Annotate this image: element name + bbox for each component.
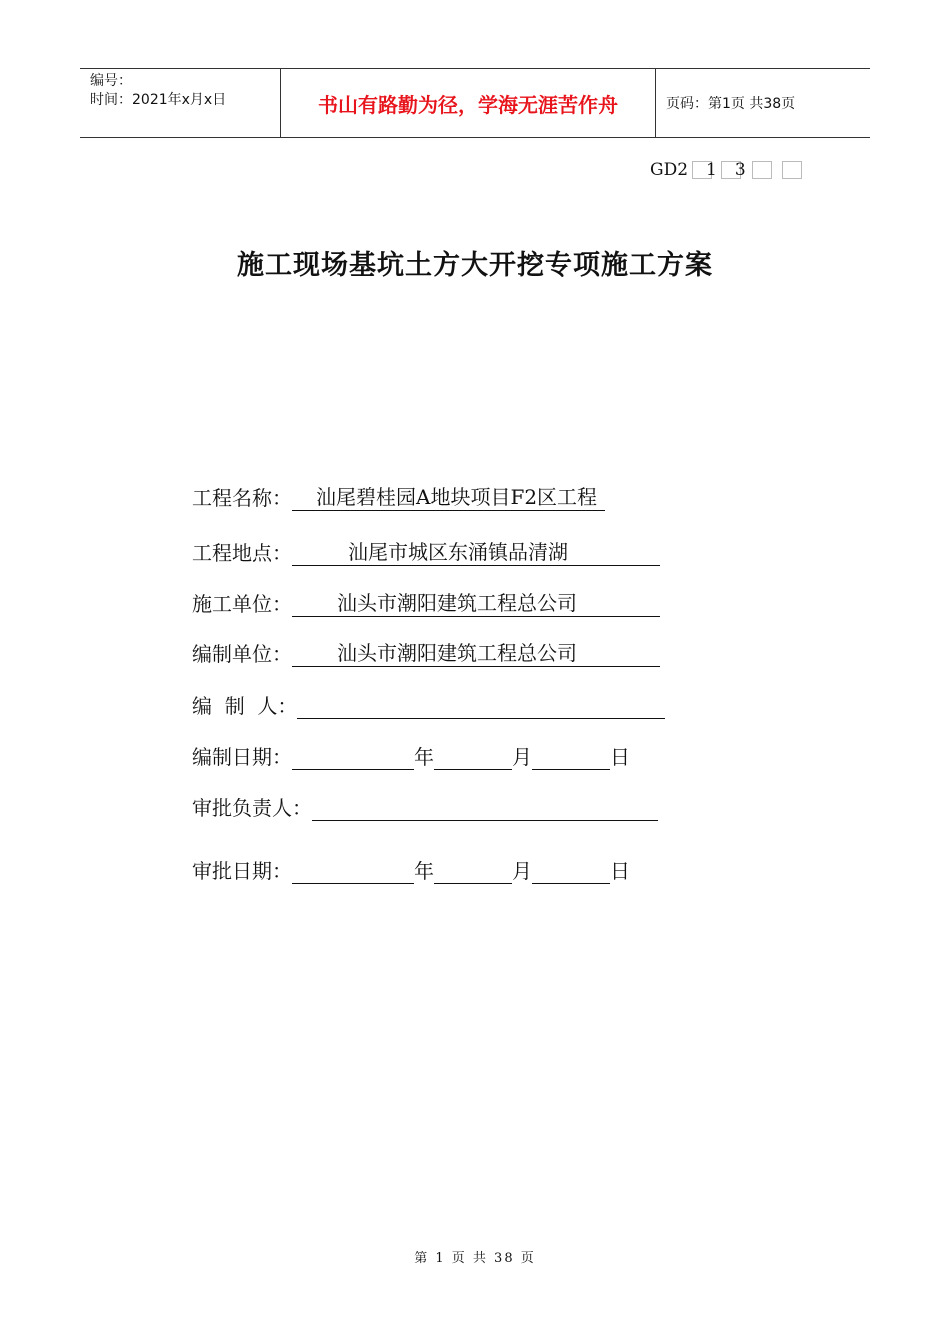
code-box-4 — [782, 161, 802, 179]
number-label: 编号： — [90, 73, 132, 89]
document-title: 施工现场基坑土方大开挖专项施工方案 — [237, 250, 713, 281]
compile-date-label: 编制日期： — [192, 745, 292, 769]
approver-row — [192, 792, 658, 821]
approve-date-label: 审批日期： — [192, 859, 292, 883]
document-code — [650, 160, 802, 180]
compiler-unit-value: 汕头市潮阳建筑工程总公司 — [292, 641, 660, 667]
approver-label: 审批负责人： — [192, 796, 312, 820]
location-value: 汕尾市城区东涌镇品清湖 — [292, 540, 660, 566]
code-prefix: GD2 — [650, 160, 689, 180]
compiler-row — [192, 690, 665, 719]
approve-year-line — [292, 859, 414, 884]
approve-month-line — [434, 859, 512, 884]
compile-year-line — [292, 745, 414, 770]
approver-line — [312, 796, 658, 821]
header-meta-cell — [80, 69, 280, 137]
compiler-line — [297, 694, 665, 719]
project-name-value: 汕尾碧桂园A地块项目F2区工程 — [292, 485, 605, 511]
page-footer: 第 1 页 共 38 页 — [414, 1251, 536, 1266]
approve-day-line — [532, 859, 610, 884]
compile-day-unit: 日 — [610, 745, 630, 769]
compile-year-unit: 年 — [414, 745, 434, 769]
compiler-unit-row — [192, 638, 660, 667]
approve-year-unit: 年 — [414, 859, 434, 883]
compiler-label: 编 制 人： — [192, 694, 298, 718]
compile-date-row — [192, 741, 630, 770]
time-label: 时间：2021年x月x日 — [90, 92, 227, 108]
page-label: 页码：第1页 共38页 — [666, 96, 796, 112]
approve-month-unit: 月 — [512, 859, 532, 883]
location-row — [192, 537, 660, 566]
location-label: 工程地点： — [192, 541, 292, 565]
compile-month-line — [434, 745, 512, 770]
builder-row — [192, 588, 660, 617]
compile-month-unit: 月 — [512, 745, 532, 769]
approve-day-unit: 日 — [610, 859, 630, 883]
builder-label: 施工单位： — [192, 592, 292, 616]
builder-value: 汕头市潮阳建筑工程总公司 — [292, 591, 660, 617]
header-table — [80, 68, 870, 138]
project-name-row — [192, 482, 605, 511]
project-name-label: 工程名称： — [192, 486, 292, 510]
code-digit-1: 1 — [706, 160, 717, 180]
compile-day-line — [532, 745, 610, 770]
compiler-unit-label: 编制单位： — [192, 642, 292, 666]
motto: 书山有路勤为径，学海无涯苦作舟 — [280, 69, 656, 137]
approve-date-row — [192, 855, 630, 884]
code-box-3 — [752, 161, 772, 179]
code-digit-2: 3 — [734, 160, 746, 180]
